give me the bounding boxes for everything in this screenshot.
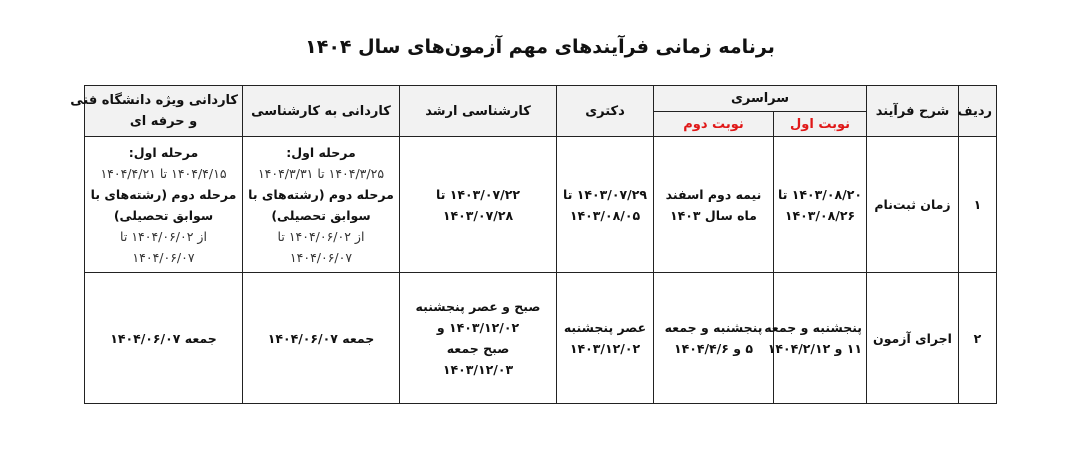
cell-fani [85, 137, 243, 273]
cell-line: ۱۴۰۳/۰۸/۲۶ [784, 207, 856, 223]
cell-line: ۱۴۰۴/۰۶/۰۷ [132, 249, 195, 265]
header-fani [70, 86, 243, 137]
cell-nobat-dovom [654, 137, 774, 273]
header-nobat-aval: نوبت اول [774, 112, 867, 137]
cell-process: زمان ثبت‌نام [867, 137, 959, 273]
table-row [85, 137, 997, 273]
cell-doctori [557, 137, 654, 273]
schedule-table [70, 85, 997, 404]
header-sarasari: سراسری [654, 86, 867, 112]
cell-line: صبح و عصر پنجشنبه [415, 299, 541, 314]
cell-line: سوابق تحصیلی) [271, 207, 371, 223]
cell-line: ۱۴۰۳/۰۸/۲۰ تا [778, 186, 862, 202]
cell-line: ۱۴۰۳/۰۷/۲۸ [442, 207, 514, 223]
cell-line: ۱۴۰۳/۱۲/۰۲ [569, 341, 641, 356]
cell-line: ۱۴۰۳/۰۸/۰۵ [569, 207, 641, 223]
cell-line: ۱۴۰۳/۱۲/۰۲ و [436, 320, 520, 335]
cell-nobat-aval [774, 137, 867, 273]
cell-line: از ۱۴۰۴/۰۶/۰۲ تا [120, 228, 207, 244]
cell-line: مرحله اول: [128, 144, 199, 160]
header-arshad: کارشناسی ارشد [400, 86, 557, 137]
cell-line: از ۱۴۰۴/۰۶/۰۲ تا [277, 228, 365, 244]
cell-line: ۵ و ۱۴۰۴/۴/۶ [673, 341, 754, 356]
cell-line: نیمه دوم اسفند [665, 186, 762, 202]
header-fani-line: و حرفه ای [129, 114, 198, 129]
header-process: شرح فرآیند [867, 86, 959, 137]
cell-line: پنجشنبه و جمعه [764, 320, 862, 335]
cell-radif: ۱ [959, 137, 997, 273]
header-nobat-dovom: نوبت دوم [654, 112, 774, 137]
cell-line: ماه سال ۱۴۰۳ [670, 207, 757, 223]
cell-line: مرحله دوم (رشته‌های با [248, 186, 394, 202]
header-fani-line: کاردانی ویژه دانشگاه فنی [70, 93, 238, 108]
cell-line: ۱۴۰۴/۰۶/۰۷ [289, 249, 353, 265]
cell-arshad [400, 273, 557, 404]
table-row [85, 273, 997, 404]
header-radif: ردیف [959, 86, 997, 137]
header-row [85, 86, 997, 112]
cell-line: عصر پنجشنبه [563, 320, 647, 335]
cell-line: ۱۴۰۳/۱۲/۰۳ [442, 362, 514, 377]
cell-line: سوابق تحصیلی) [113, 207, 214, 223]
cell-nobat-dovom [654, 273, 774, 404]
cell-process: اجرای آزمون [867, 273, 959, 404]
cell-fani [85, 273, 243, 404]
page-title: برنامه زمانی فرآیندهای مهم آزمون‌های سال ۱۴۰۴ [305, 36, 775, 58]
header-doctori: دکتری [557, 86, 654, 137]
cell-line: جمعه ۱۴۰۴/۰۶/۰۷ [110, 330, 217, 346]
cell-doctori [557, 273, 654, 404]
cell-line: پنجشنبه و جمعه [664, 320, 763, 335]
cell-kardani-kar [243, 273, 400, 404]
cell-radif: ۲ [959, 273, 997, 404]
cell-arshad [400, 137, 557, 273]
header-kardani-kar: کاردانی به کارشناسی [243, 86, 400, 137]
cell-line: ۱۴۰۴/۳/۲۵ تا ۱۴۰۴/۳/۳۱ [257, 165, 385, 181]
cell-line: مرحله دوم (رشته‌های با [90, 186, 237, 202]
cell-line: ۱۱ و ۱۴۰۴/۲/۱۲ [767, 341, 862, 356]
cell-kardani-kar [243, 137, 400, 273]
cell-line: مرحله اول: [286, 144, 356, 160]
cell-line: جمعه ۱۴۰۴/۰۶/۰۷ [267, 330, 375, 346]
cell-line: ۱۴۰۳/۰۷/۲۹ تا [563, 186, 647, 202]
cell-line: ۱۴۰۴/۴/۱۵ تا ۱۴۰۴/۴/۲۱ [100, 165, 227, 181]
cell-nobat-aval [764, 273, 867, 404]
cell-line: ۱۴۰۳/۰۷/۲۲ تا [436, 186, 520, 202]
cell-line: صبح جمعه [446, 341, 510, 356]
